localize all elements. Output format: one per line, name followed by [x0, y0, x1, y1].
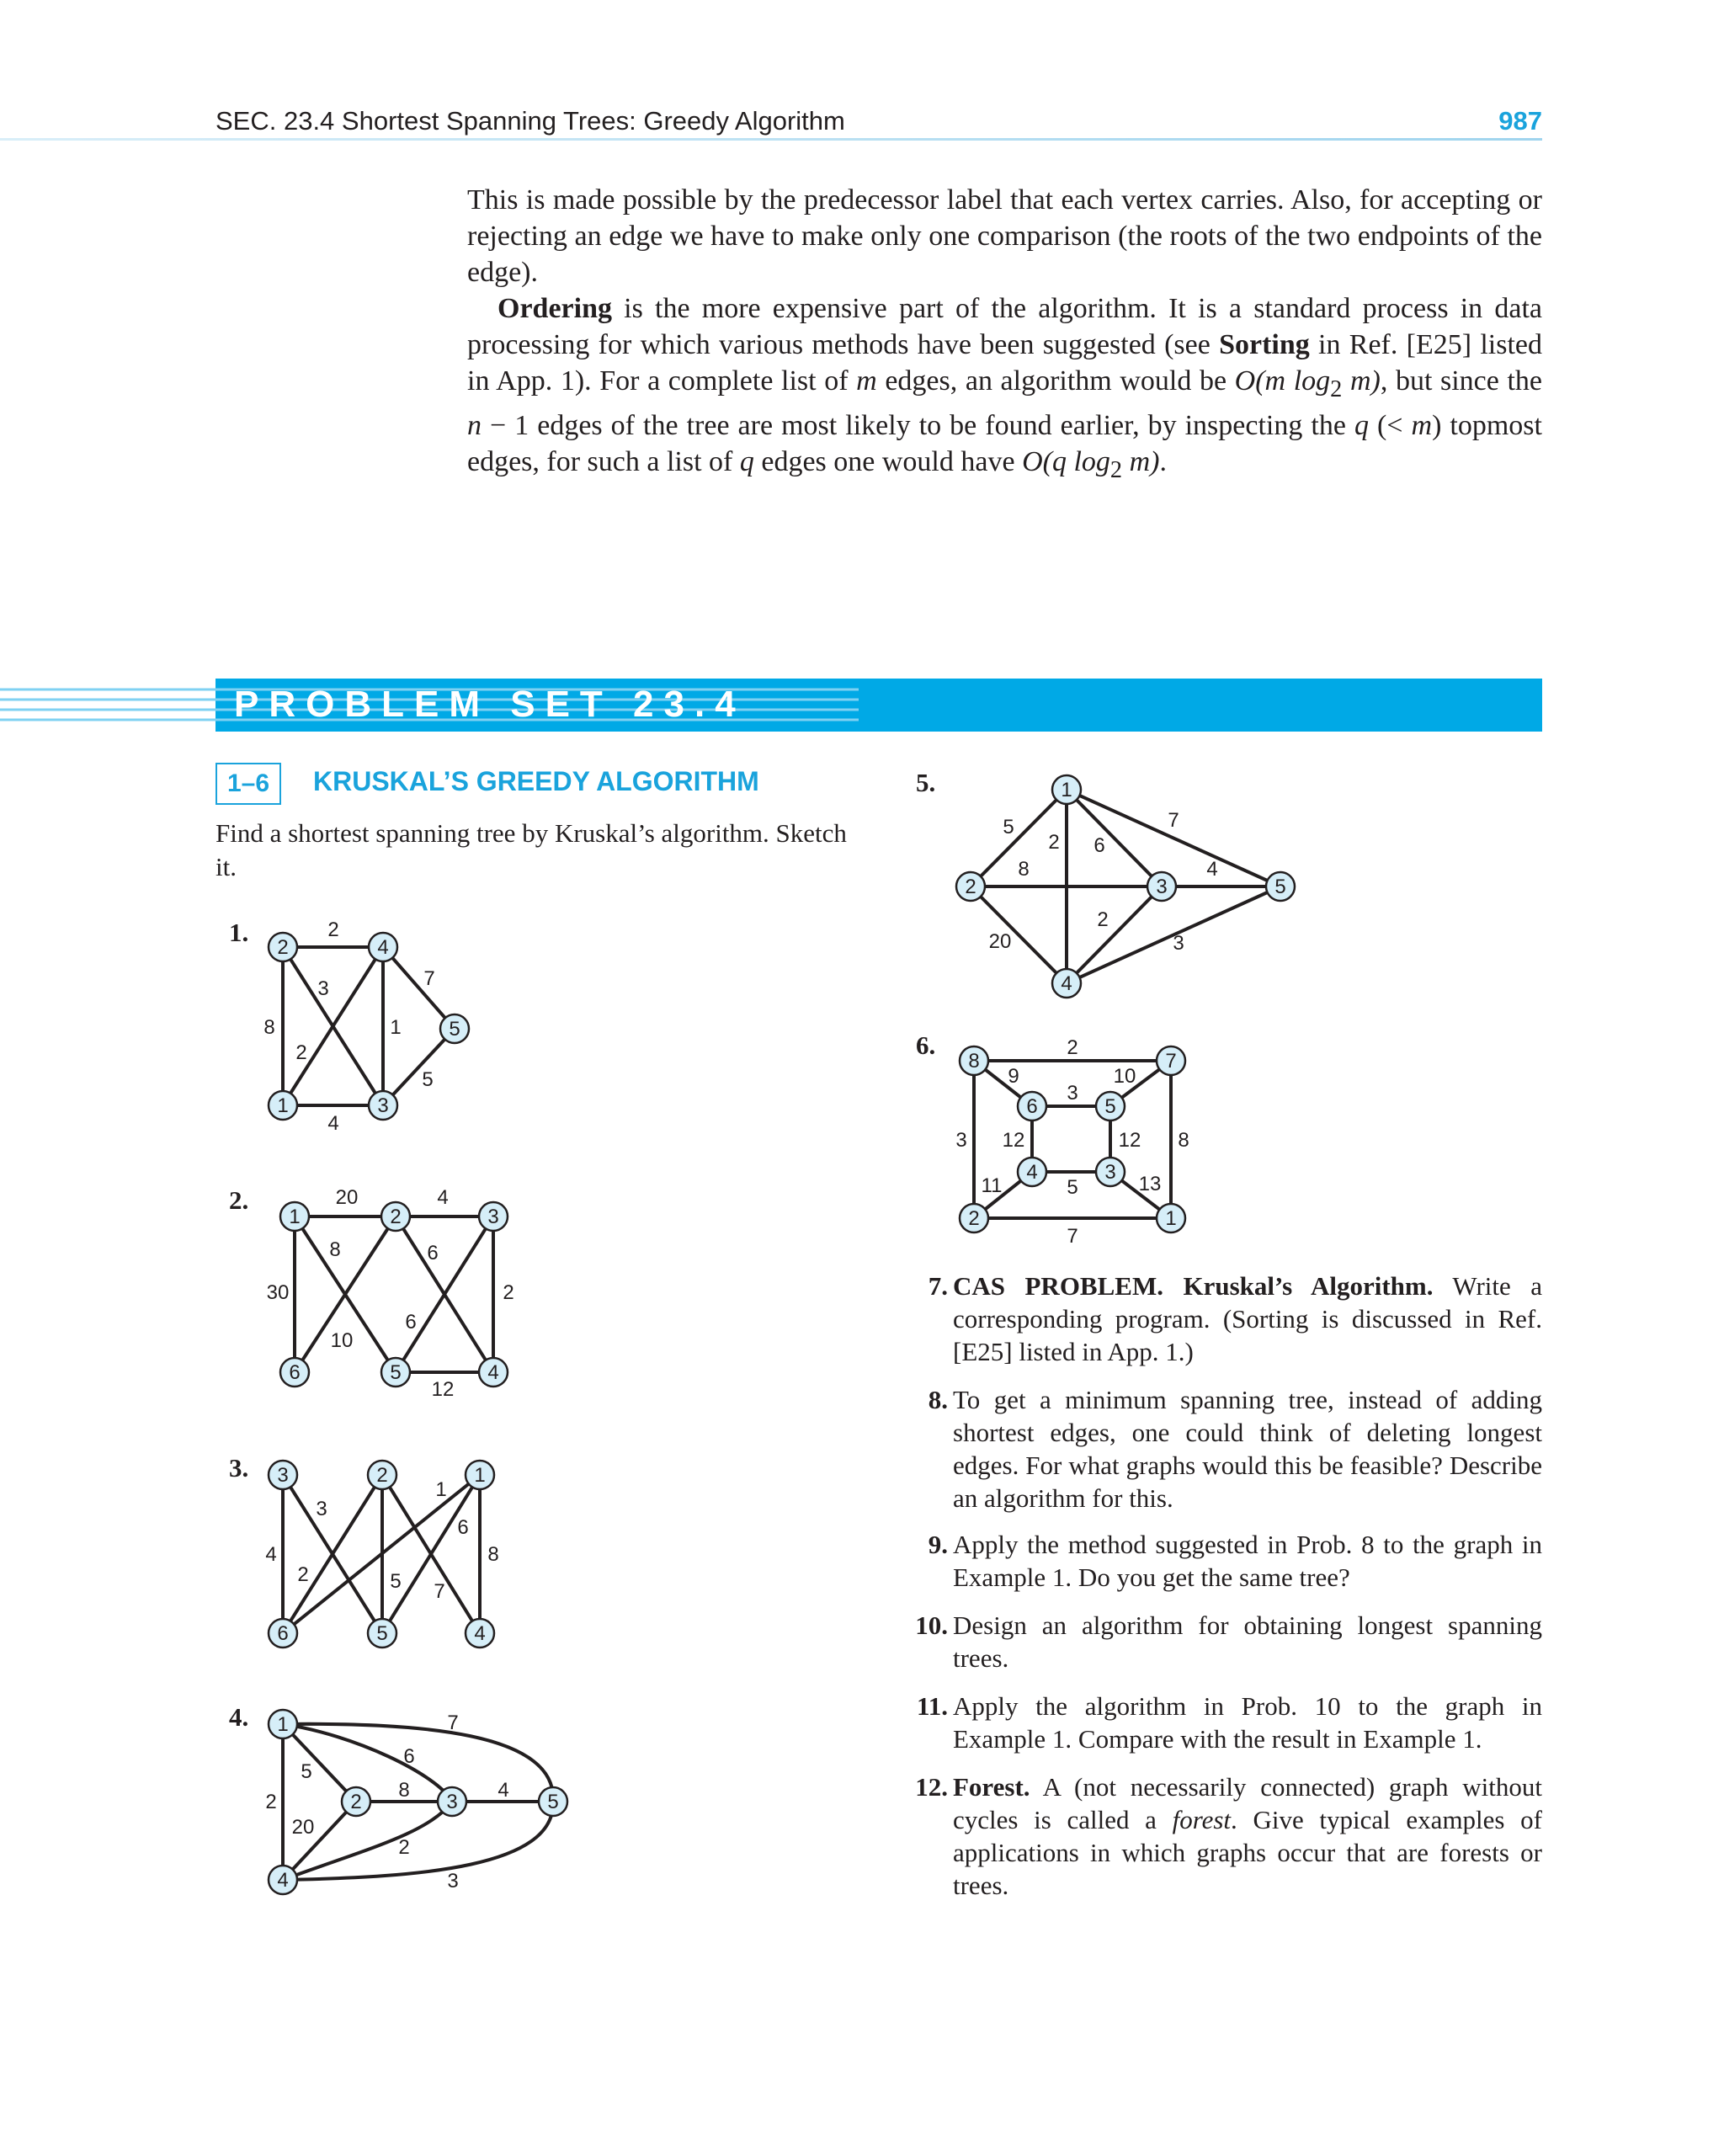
- edge-weight: 2: [1067, 1036, 1078, 1059]
- edge-weight: 30: [266, 1281, 290, 1304]
- problem-number-5: 5.: [916, 768, 936, 797]
- vertex-label: 5: [449, 1018, 460, 1041]
- vertex-label: 4: [377, 936, 389, 959]
- edge-weight: 8: [329, 1238, 341, 1261]
- problem-number-3: 3.: [229, 1453, 249, 1483]
- edge-weight: 7: [423, 967, 435, 990]
- math-expr: m): [1122, 445, 1160, 477]
- edge-weight: 5: [422, 1068, 434, 1091]
- text-run: − 1 edges of the tree are most likely to be found earlier, by inspecting the: [482, 409, 1354, 441]
- text-run: edges one would have: [753, 445, 1023, 477]
- vertex-label: 1: [1165, 1207, 1177, 1230]
- edge-weight: 8: [1178, 1129, 1189, 1152]
- text-run: . Give typical examples of applications in which graphs occur that are forests or trees.: [953, 1805, 1542, 1900]
- problem-number: 8.: [928, 1385, 948, 1414]
- edge-weight: 2: [265, 1791, 277, 1813]
- edge-weight: 6: [1093, 834, 1105, 857]
- vertex-label: 5: [1104, 1095, 1116, 1118]
- vertex-label: 6: [289, 1361, 301, 1384]
- instructions: Find a shortest spanning tree by Kruskal’s algorithm. Sketch it.: [216, 818, 847, 881]
- edge-weight: 3: [1173, 932, 1184, 955]
- problem-text: Design an algorithm for obtaining longest spanning trees.: [953, 1610, 1542, 1673]
- vertex-label: 3: [1104, 1161, 1116, 1184]
- math-expr: O(q log: [1022, 445, 1110, 477]
- bold-term: Ordering: [498, 293, 612, 324]
- vertex-label: 3: [1156, 876, 1168, 898]
- edge-weight: 3: [1067, 1082, 1078, 1105]
- intro-text: [467, 182, 1542, 488]
- vertex-label: 4: [474, 1622, 486, 1645]
- math-sub: 2: [1330, 375, 1343, 402]
- vertex-label: 3: [487, 1206, 499, 1228]
- vertex-label: 2: [376, 1464, 388, 1487]
- edge-weight: 7: [447, 1711, 459, 1734]
- edge-weight: 3: [316, 1498, 327, 1520]
- edge-weight: 3: [317, 977, 329, 1000]
- vertex-label: 2: [390, 1206, 402, 1228]
- vertex-label: 1: [289, 1206, 301, 1228]
- vertex-label: 4: [1026, 1161, 1038, 1184]
- italic-term: forest: [1172, 1805, 1232, 1834]
- problem-range-title: KRUSKAL’S GREEDY ALGORITHM: [313, 766, 759, 796]
- problem-11: [907, 1690, 1542, 1755]
- edge-weight: 4: [437, 1186, 449, 1209]
- edge-weight: 20: [335, 1186, 359, 1209]
- problem-text: [953, 1770, 1542, 1902]
- vertex-label: 5: [376, 1622, 388, 1645]
- vertex-label: 3: [277, 1464, 289, 1487]
- edge-weight: 5: [390, 1570, 402, 1593]
- math-var: n: [467, 409, 482, 441]
- text-run: in Ref. [E25] listed in App. 1). For a complete list of: [467, 329, 1542, 397]
- edge-weight: 10: [330, 1329, 354, 1352]
- edge-weight: 8: [487, 1543, 499, 1566]
- edge-weight: 20: [291, 1816, 315, 1839]
- problem-text: [953, 1270, 1542, 1368]
- page-number: 987: [1498, 106, 1542, 136]
- edge-weight: 12: [1002, 1129, 1025, 1152]
- problem-number: 7.: [928, 1271, 948, 1301]
- edge-weight: 5: [1003, 816, 1014, 838]
- problem-number: 10.: [915, 1610, 948, 1640]
- edge-weight: 6: [405, 1311, 417, 1334]
- problem-number: 12.: [915, 1772, 948, 1802]
- vertex-label: 1: [474, 1464, 486, 1487]
- math-var: q: [739, 445, 754, 477]
- edge-weight: 4: [327, 1112, 339, 1135]
- math-expr: m): [1342, 365, 1381, 397]
- graph-2: [253, 1179, 530, 1406]
- problem-range-box: 1–6: [216, 763, 281, 805]
- graph-3: [253, 1441, 522, 1669]
- edge-weight: 3: [955, 1129, 967, 1152]
- vertex-label: 5: [390, 1361, 402, 1384]
- problem-text: Apply the method suggested in Prob. 8 to the graph in Example 1. Do you get the same tree?: [953, 1530, 1542, 1592]
- text-run: .: [1159, 445, 1167, 477]
- math-var: q: [1354, 409, 1369, 441]
- edge-weight: 2: [1097, 908, 1109, 931]
- vertex-label: 5: [547, 1791, 559, 1813]
- problem-text: Apply the algorithm in Prob. 10 to the graph in Example 1. Compare with the result in Example 1.: [953, 1691, 1542, 1754]
- problem-set-title: PROBLEM SET 23.4: [234, 684, 746, 725]
- edge-weight: 5: [301, 1760, 312, 1783]
- math-var: m: [856, 365, 877, 397]
- edge-weight: 4: [265, 1543, 277, 1566]
- edge-weight: 9: [1008, 1065, 1019, 1088]
- text-run: edges, an algorithm would be: [876, 365, 1235, 397]
- problem-number-2: 2.: [229, 1185, 249, 1215]
- header-rule: [0, 138, 1542, 141]
- edge-weight: 6: [403, 1745, 415, 1768]
- edge-weight: 1: [435, 1478, 447, 1501]
- vertex-label: 3: [377, 1094, 389, 1117]
- vertex-label: 6: [1026, 1095, 1038, 1118]
- vertex-label: 3: [446, 1791, 458, 1813]
- vertex-label: 8: [968, 1050, 980, 1073]
- text-run: ) topmost edges, for such a list of: [467, 409, 1542, 477]
- vertex-label: 6: [277, 1622, 289, 1645]
- vertex-label: 1: [277, 1094, 289, 1117]
- edge-weight: 10: [1113, 1065, 1136, 1088]
- edge-weight: 2: [398, 1836, 410, 1859]
- vertex-label: 4: [1061, 972, 1072, 995]
- problem-7: [907, 1270, 1542, 1368]
- text-run: , but since the: [1380, 365, 1543, 397]
- problem-number-1: 1.: [229, 918, 249, 947]
- problem-12: [907, 1770, 1542, 1902]
- edge-weight: 6: [427, 1242, 439, 1264]
- edge-weight: 2: [1048, 831, 1060, 854]
- edge-weight: 2: [503, 1281, 514, 1304]
- edge-weight: 8: [398, 1779, 410, 1802]
- problem-number: 9.: [928, 1530, 948, 1559]
- graph-5: [943, 763, 1313, 1015]
- intro-paragraph-1: This is made possible by the predecessor label that each vertex carries. Also, for accepting or rejecting an edge we have to make only one comparison (the roots of the two endpoints of the edge).: [467, 184, 1542, 288]
- vertex-label: 2: [350, 1791, 362, 1813]
- vertex-label: 2: [277, 936, 289, 959]
- section-header: SEC. 23.4 Shortest Spanning Trees: Greedy Algorithm: [216, 106, 845, 136]
- edge-weight: 2: [327, 918, 339, 941]
- text-run: A (not necessarily connected) graph without cycles is called a: [953, 1772, 1542, 1834]
- bold-term: CAS PROBLEM. Kruskal’s Algorithm.: [953, 1271, 1434, 1301]
- edge-weight: 4: [498, 1779, 509, 1802]
- intro-paragraph-2: [467, 290, 1542, 488]
- vertex-label: 4: [277, 1869, 289, 1892]
- math-var: m: [1411, 409, 1433, 441]
- problem-number-4: 4.: [229, 1702, 249, 1732]
- edge-weight: 5: [1067, 1176, 1078, 1199]
- bold-term: Sorting: [1219, 329, 1310, 360]
- edge-weight: 1: [390, 1016, 402, 1039]
- edge-weight: 12: [431, 1378, 455, 1401]
- math-sub: 2: [1109, 456, 1123, 483]
- vertex-label: 1: [277, 1713, 289, 1736]
- edge-weight: 6: [457, 1516, 469, 1539]
- vertex-label: 1: [1061, 779, 1072, 801]
- edge-weight: 4: [1206, 858, 1218, 881]
- problem-number-6: 6.: [916, 1030, 936, 1060]
- math-expr: O(m log: [1234, 365, 1331, 397]
- edge-weight: 8: [263, 1016, 275, 1039]
- problem-number: 11.: [916, 1691, 948, 1721]
- problem-text: To get a minimum spanning tree, instead of adding shortest edges, one could think of deleting longest edges. For what graphs would this be feasible? Describe an algorithm for this.: [953, 1385, 1542, 1513]
- vertex-label: 7: [1165, 1050, 1177, 1073]
- edge-weight: 3: [447, 1870, 459, 1892]
- text-run: (<: [1368, 409, 1412, 441]
- edge-weight: 7: [1067, 1225, 1078, 1248]
- problem-9: [907, 1528, 1542, 1594]
- graph-1: [253, 909, 488, 1137]
- edge-weight: 13: [1138, 1173, 1162, 1195]
- problem-10: [907, 1609, 1542, 1674]
- text-run: Write a corresponding program. (Sorting is discussed in Ref. [E25] listed in App. 1.): [953, 1271, 1543, 1366]
- graph-6: [943, 1029, 1212, 1248]
- graph-4: [253, 1690, 589, 1901]
- vertex-label: 4: [487, 1361, 499, 1384]
- vertex-label: 2: [965, 876, 976, 898]
- edge-weight: 7: [1168, 809, 1179, 832]
- edge-weight: 12: [1118, 1129, 1141, 1152]
- text-run: is the more expensive part of the algorithm. It is a standard process in data processing for which various methods have been suggested (see: [467, 293, 1542, 360]
- problem-8: [907, 1383, 1542, 1515]
- vertex-label: 2: [968, 1207, 980, 1230]
- vertex-label: 5: [1274, 876, 1286, 898]
- edge-weight: 8: [1018, 858, 1030, 881]
- bold-term: Forest.: [953, 1772, 1030, 1802]
- edge-weight: 11: [981, 1174, 1003, 1197]
- edge-weight: 2: [295, 1041, 307, 1064]
- edge-weight: 20: [988, 930, 1012, 953]
- edge-weight: 7: [434, 1580, 445, 1603]
- edge-weight: 2: [297, 1563, 309, 1586]
